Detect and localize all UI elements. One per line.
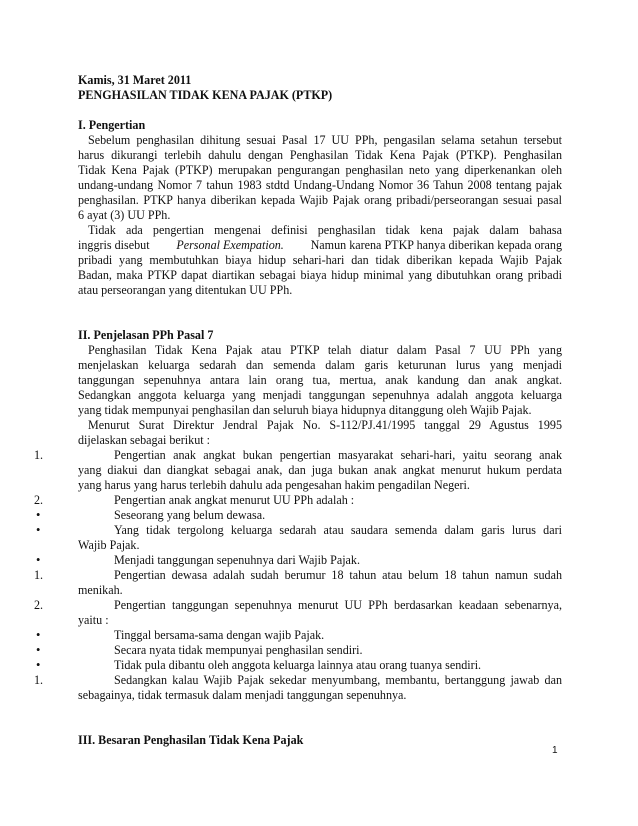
list-item-text: sebagainya, tidak termasuk dalam menjadi tanggungan sepenuhnya.	[78, 688, 407, 702]
bullet-item-text: Menjadi tanggungan sepenuhnya dari Wajib Pajak.	[114, 553, 360, 567]
section-1-line: Tidak Kena Pajak (PTKP) merupakan pengurangan penghasilan neto yang diperkenankan oleh	[78, 163, 562, 177]
list-item-text: Pengertian tanggungan sepenuhnya menurut UU PPh berdasarkan keadaan sebenarnya,	[114, 598, 562, 612]
section-1-line: undang-undang Nomor 7 tahun 1983 stdtd Undang-Undang Nomor 36 Tahun 2008 tentang pajak	[78, 178, 562, 192]
section-1-line: Tidak ada pengertian mengenai definisi penghasilan tidak kena pajak dalam bahasa	[88, 223, 562, 237]
bullet-icon: •	[36, 643, 41, 657]
section-1-line: penghasilan. PTKP hanya diberikan kepada Wajib Pajak orang pribadi/perseorangan sesuai pasal	[78, 193, 562, 207]
section-1-line: 6 ayat (3) UU PPh.	[78, 208, 171, 222]
text-segment: inggris disebut	[78, 238, 150, 252]
italic-term: Personal Exempation.	[176, 238, 284, 252]
bullet-item-text: Seseorang yang belum dewasa.	[114, 508, 266, 522]
section-2-heading: II. Penjelasan PPh Pasal 7	[78, 328, 214, 342]
section-1-line: Badan, maka PTKP dapat diartikan sebagai biaya hidup minimal yang dibutuhkan orang pribadi	[78, 268, 562, 282]
section-1-line-mixed	[78, 238, 562, 253]
list-number: 1.	[34, 568, 44, 582]
bullet-item-text: Tidak pula dibantu oleh anggota keluarga lainnya atau orang tuanya sendiri.	[114, 658, 482, 672]
section-1-line: atau perseorangan yang ditentukan UU PPh.	[78, 283, 293, 297]
list-item-text: Pengertian dewasa adalah sudah berumur 18 tahun atau belum 18 tahun namun sudah	[114, 568, 562, 582]
bullet-icon: •	[36, 628, 41, 642]
section-1-line: pribadi yang membutuhkan biaya hidup sehari-hari dan tidak diberikan kepada Wajib Pajak	[78, 253, 562, 267]
document-title: PENGHASILAN TIDAK KENA PAJAK (PTKP)	[78, 88, 333, 102]
bullet-item-text: Secara nyata tidak mempunyai penghasilan sendiri.	[114, 643, 363, 657]
bullet-item-text: Tinggal bersama-sama dengan wajib Pajak.	[114, 628, 325, 642]
section-3-heading: III. Besaran Penghasilan Tidak Kena Pajak	[78, 733, 304, 747]
list-number: 2.	[34, 598, 44, 612]
bullet-icon: •	[36, 553, 41, 567]
page-number: 1	[552, 745, 558, 756]
section-2-line: Menurut Surat Direktur Jendral Pajak No. S-112/PJ.41/1995 tanggal 29 Agustus 1995	[88, 418, 562, 432]
section-2-line: tanggungan sepenuhnya antara lain orang tua, mertua, anak kandung dan anak angkat.	[78, 373, 562, 387]
bullet-item-text: Wajib Pajak.	[78, 538, 140, 552]
section-2-line: Sedangkan anggota keluarga yang menjadi tanggungan sepenuhnya adalah anggota keluarga	[78, 388, 562, 402]
text-segment: Namun karena PTKP hanya diberikan kepada orang	[310, 238, 562, 252]
list-item-text: yang harus yang harus terlebih dahulu ada pengesahan hakim pengadilan Negeri.	[78, 478, 470, 492]
list-item-text: Pengertian anak angkat bukan pengertian masyarakat sehari-hari, yaitu seorang anak	[114, 448, 562, 462]
section-2-line: menjelaskan keluarga sedarah dan semenda dalam garis keturunan lurus yang menjadi	[78, 358, 562, 372]
section-2-line: yang tidak mempunyai penghasilan dan seluruh biaya hidupnya ditanggung oleh Wajib Pajak.	[78, 403, 532, 417]
list-item-text: Pengertian anak angkat menurut UU PPh adalah :	[114, 493, 355, 507]
section-1-heading: I. Pengertian	[78, 118, 146, 132]
bullet-icon: •	[36, 523, 41, 537]
section-2-line: Penghasilan Tidak Kena Pajak atau PTKP telah diatur dalam Pasal 7 UU PPh yang	[88, 343, 562, 357]
document-date: Kamis, 31 Maret 2011	[78, 73, 192, 87]
list-item-text: menikah.	[78, 583, 123, 597]
list-item-text: Sedangkan kalau Wajib Pajak sekedar menyumbang, membantu, bertanggung jawab dan	[114, 673, 562, 687]
section-1-line: Sebelum penghasilan dihitung sesuai Pasal 17 UU PPh, pengasilan selama setahun tersebut	[88, 133, 562, 147]
section-2-line: dijelaskan sebagai berikut :	[78, 433, 210, 447]
bullet-icon: •	[36, 658, 41, 672]
list-item-text: yaitu :	[78, 613, 109, 627]
section-1-line: harus dikurangi terlebih dahulu dengan Penghasilan Tidak Kena Pajak (PTKP). Penghasilan	[78, 148, 562, 162]
bullet-item-text: Yang tidak tergolong keluarga sedarah atau saudara semenda dalam garis lurus dari	[114, 523, 562, 537]
list-number: 1.	[34, 448, 44, 462]
list-number: 1.	[34, 673, 44, 687]
list-item-text: yang diakui dan diangkat sebagai anak, dan juga bukan anak angkat menurut hukum perdata	[78, 463, 562, 477]
bullet-icon: •	[36, 508, 41, 522]
list-number: 2.	[34, 493, 44, 507]
